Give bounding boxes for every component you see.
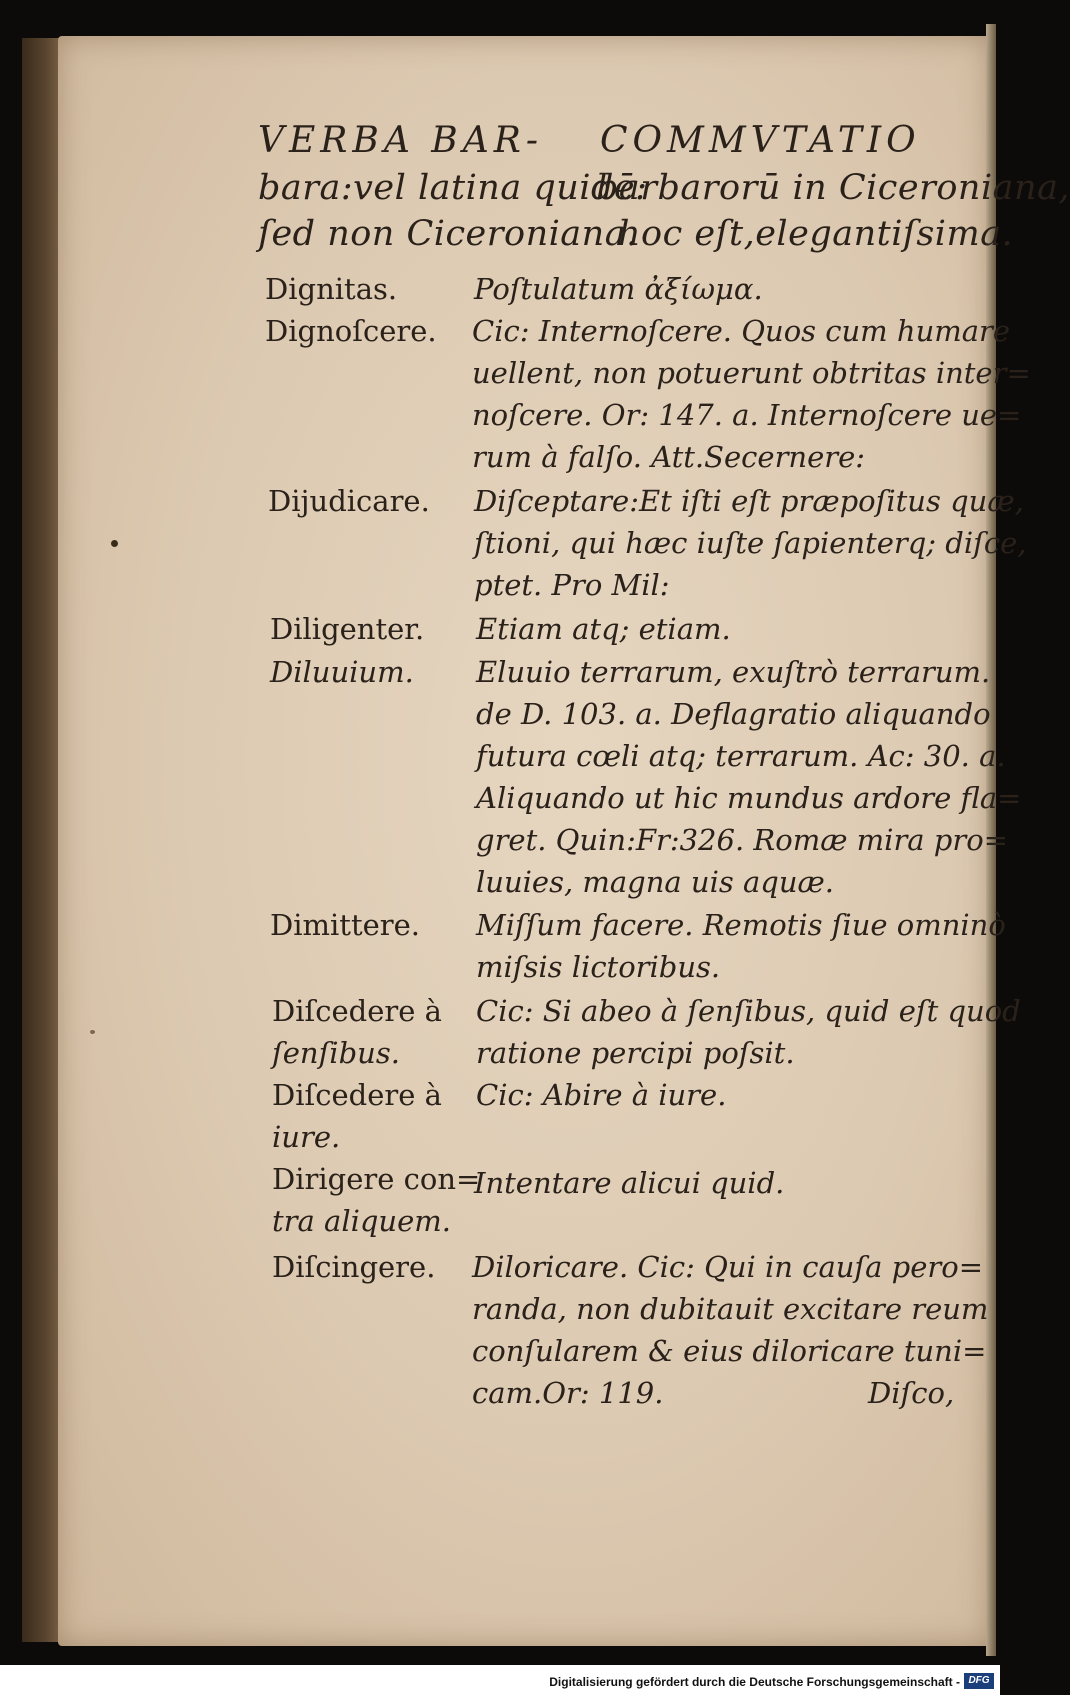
term-diligenter: Diligenter.	[270, 612, 425, 646]
def-line: randa, non dubitauit excitare reum	[472, 1292, 989, 1326]
header-right-line2: barbarorū in Ciceroniana,	[596, 168, 1070, 208]
def-line: cam.Or: 119.	[472, 1376, 664, 1410]
def-line: Miſſum facere. Remotis ſiue omninò	[476, 908, 1006, 942]
header-left-line3: ſed non Ciceroniana.	[258, 214, 638, 254]
header-left-line1: VERBA BAR-	[258, 120, 544, 161]
def-line: gret. Quin:Fr:326. Romæ mira pro=	[476, 823, 1008, 857]
header-left-line2: bara:vel latina quidē:	[258, 168, 648, 208]
def-line: conſularem & eius diloricare tuni=	[472, 1334, 987, 1368]
term-discingere: Diſcingere.	[272, 1250, 436, 1284]
def-line: Diloricare. Cic: Qui in cauſa pero=	[472, 1250, 983, 1284]
def-line: futura cœli atq; terrarum. Ac: 30. a.	[476, 739, 1006, 773]
header-right-line1: COMMVTATIO	[600, 120, 921, 161]
footer-credit: Digitalisierung gefördert durch die Deutsche Forschungsgemeinschaft -	[549, 1675, 960, 1689]
term-dimittere: Dimittere.	[270, 908, 421, 942]
def-line: Poſtulatum ἀξίωμα.	[474, 272, 763, 306]
def-line: noſcere. Or: 147. a. Internoſcere ue=	[472, 398, 1022, 432]
def-line: de D. 103. a. Deflagratio aliquando	[476, 697, 991, 731]
term-dignitas: Dignitas.	[265, 272, 398, 306]
def-line: Etiam atq; etiam.	[476, 612, 731, 646]
book-spine	[22, 38, 62, 1642]
header-right-line3: hoc eſt,elegantiſsima.	[618, 214, 1014, 254]
def-line: Diſceptare:Et iſti eſt præpoſitus quæ,	[474, 484, 1024, 518]
def-line: uellent, non potuerunt obtritas inter=	[472, 356, 1031, 390]
term-diluuium: Diluuium.	[270, 655, 414, 689]
term-discedere-2b: iure.	[272, 1120, 341, 1154]
def-line: Cic: Internoſcere. Quos cum humare	[472, 314, 1011, 348]
term-dirigere-a: Dirigere con=	[272, 1162, 481, 1196]
def-line: Intentare alicui quid.	[474, 1166, 785, 1200]
def-line: Eluuio terrarum, exuſtrò terrarum.	[476, 655, 991, 689]
term-dignoscere: Dignoſcere.	[265, 314, 437, 348]
digitization-footer	[0, 1665, 1000, 1695]
dfg-logo: DFG	[964, 1673, 994, 1689]
def-line: rum à falſo. Att.Secernere:	[472, 440, 866, 474]
def-line: Cic: Abire à iure.	[476, 1078, 727, 1112]
term-discedere-1b: ſenſibus.	[272, 1036, 400, 1070]
ink-spot	[111, 540, 118, 547]
term-discedere-1a: Diſcedere à	[272, 994, 442, 1028]
ink-spot	[90, 1030, 95, 1034]
def-line: ptet. Pro Mil:	[474, 568, 670, 602]
def-line: Aliquando ut hic mundus ardore fla=	[476, 781, 1022, 815]
def-line: miſsis lictoribus.	[476, 950, 721, 984]
def-line: Cic: Si abeo à ſenſibus, quid eſt quod	[476, 994, 1021, 1028]
def-line: ratione percipi poſsit.	[476, 1036, 795, 1070]
term-discedere-2a: Diſcedere à	[272, 1078, 442, 1112]
term-dirigere-b: tra aliquem.	[272, 1204, 451, 1238]
def-line: luuies, magna uis aquæ.	[476, 865, 834, 899]
term-dijudicare: Dijudicare.	[268, 484, 430, 518]
def-line: ſtioni, qui hæc iuſte ſapienterq; diſce,	[474, 526, 1027, 560]
catchword: Diſco,	[868, 1376, 955, 1410]
